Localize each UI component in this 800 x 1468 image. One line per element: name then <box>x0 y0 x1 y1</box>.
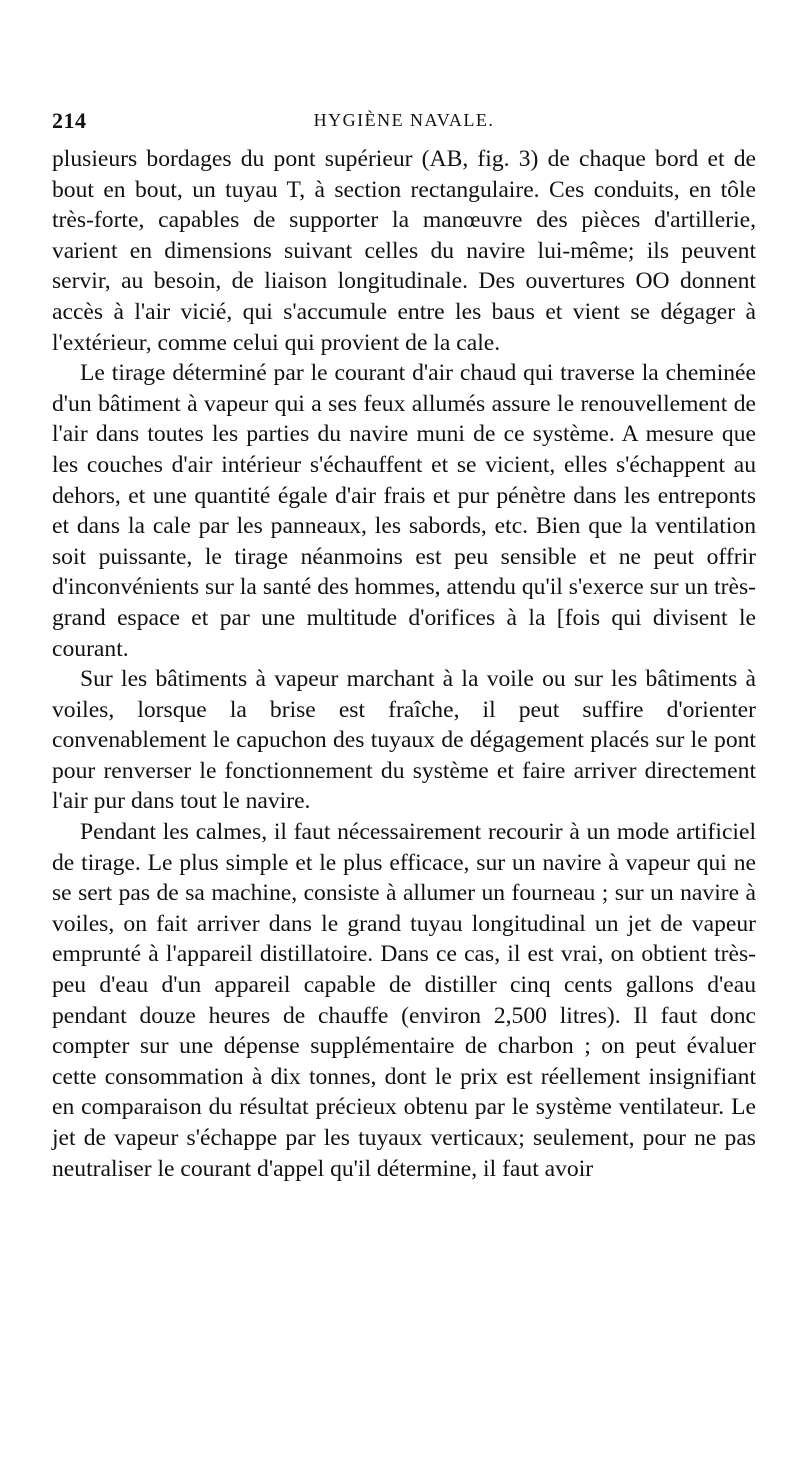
paragraph: Pendant les calmes, il faut nécessairement recourir à un mode artificiel de tirage. Le plus simple et le plus efficace, sur un navire à vapeur qui ne se sert pas de sa machine, consiste à allumer un fourneau ; sur un navire à voiles, on fait arriver dans le grand tuyau longitudinal un jet de vapeur emprunté à l'appareil distillatoire. Dans ce cas, il est vrai, on obtient très-peu d'eau d'un appareil capable de distiller cinq cents gallons d'eau pendant douze heures de chauffe (environ 2,500 litres). Il faut donc compter sur une dépense supplémentaire de charbon ; on peut évaluer cette consommation à dix tonnes, dont le prix est réellement insignifiant en comparaison du résultat précieux obtenu par le système ventilateur. Le jet de vapeur s'échappe par les tuyaux verticaux; seulement, pour ne pas neutraliser le courant d'appel qu'il détermine, il faut avoir <box>52 819 756 1182</box>
paragraph: plusieurs bordages du pont supérieur (AB, fig. 3) de chaque bord et de bout en bout, un tuyau T, à section rectangulaire. Ces conduits, en tôle très-forte, capables de supporter la manœuvre des pièces d'artillerie, varient en dimensions suivant celles du navire lui-même; ils peuvent servir, au besoin, de liaison longitudinale. Des ouvertures OO donnent accès à l'air vicié, qui s'accumule entre les baus et vient se dégager à l'extérieur, comme celui qui provient de la cale. <box>52 146 756 356</box>
page-number: 214 <box>52 108 87 133</box>
page-header <box>52 104 756 140</box>
paragraph: Le tirage déterminé par le courant d'air chaud qui traverse la cheminée d'un bâtiment à vapeur qui a ses feux allumés assure le renouvellement de l'air dans toutes les parties du navire muni de ce système. A mesure que les couches d'air intérieur s'échauffent et se vicient, elles s'échappent au dehors, et une quantité égale d'air frais et pur pénètre dans les entreponts et dans la cale par les panneaux, les sabords, etc. Bien que la ventilation soit puissante, le tirage néanmoins est peu sensible et ne peut offrir d'inconvénients sur la santé des hommes, attendu qu'il s'exerce sur un très-grand espace et par une multitude d'orifices à la [fois qui divisent le courant. <box>52 360 756 662</box>
paragraph: Sur les bâtiments à vapeur marchant à la voile ou sur les bâtiments à voiles, lorsque la brise est fraîche, il peut suffire d'orienter convenablement le capuchon des tuyaux de dégagement placés sur le pont pour renverser le fonctionnement du système et faire arriver directement l'air pur dans tout le navire. <box>52 666 756 815</box>
running-title: HYGIÈNE NAVALE. <box>313 110 495 130</box>
book-page <box>52 104 756 1184</box>
body-text <box>52 144 756 1184</box>
